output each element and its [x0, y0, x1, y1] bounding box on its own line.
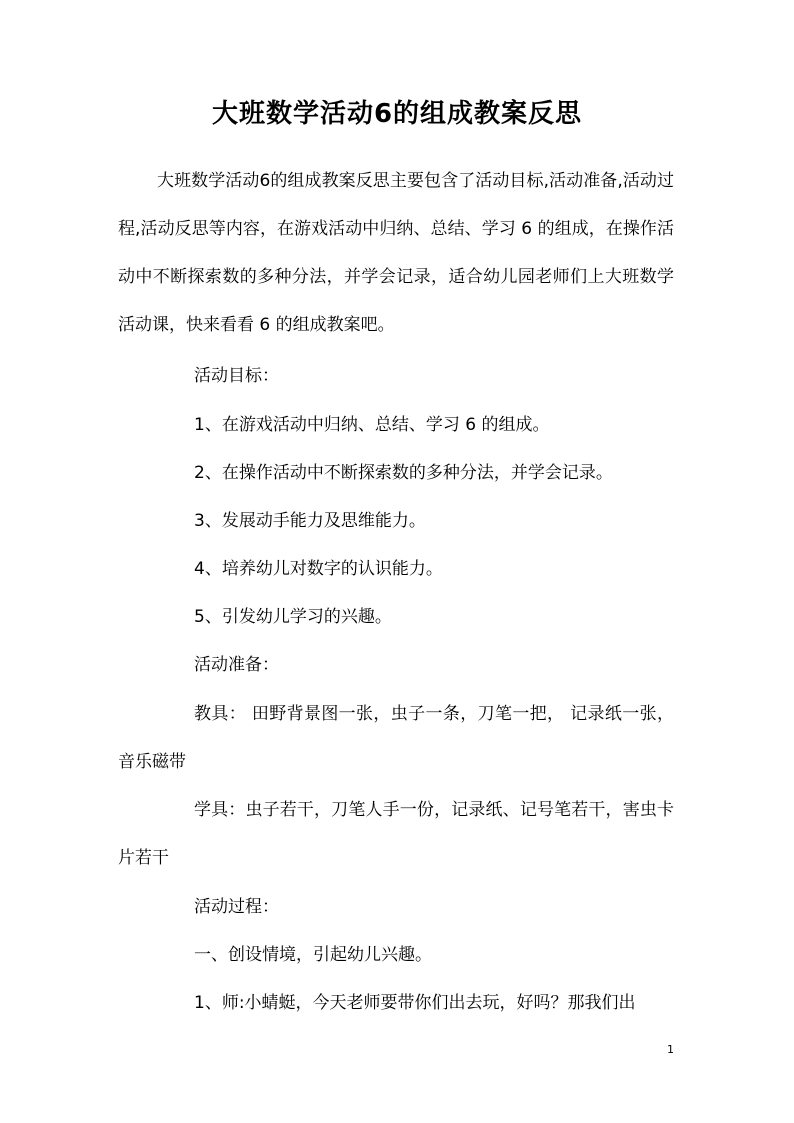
goals-heading: 活动目标： — [194, 366, 279, 386]
goal-item: 1、在游戏活动中归纳、总结、学习 6 的组成。 — [194, 415, 550, 435]
page-number: 1 — [667, 1043, 674, 1056]
process-heading: 活动过程： — [194, 897, 279, 917]
goal-item: 2、在操作活动中不断探索数的多种分法，并学会记录。 — [194, 463, 613, 483]
document-title: 大班数学活动6的组成教案反思 — [211, 99, 583, 129]
goal-item: 3、发展动手能力及思维能力。 — [194, 511, 426, 531]
goal-item: 4、培养幼儿对数字的认识能力。 — [194, 559, 443, 579]
prep-heading: 活动准备： — [194, 655, 279, 675]
intro-paragraph: 大班数学活动6的组成教案反思主要包含了活动目标,活动准备,活动过程,活动反思等内容，在游戏活动中归纳、总结、学习 6 的组成，在操作活动中不断探索数的多种分法，并学会记录，适合幼儿园老师们上大班数学活动课，快来看看 6 的组成教案吧。 — [118, 171, 674, 335]
step-one-item: 1、师:小蜻蜓，今天老师要带你们出去玩，好吗？那我们出 — [194, 993, 636, 1013]
teacher-tools-paragraph: 教具： 田野背景图一张，虫子一条，刀笔一把， 记录纸一张，音乐磁带 — [118, 704, 674, 772]
step-one-heading: 一、创设情境，引起幼儿兴趣。 — [194, 945, 432, 965]
student-tools-paragraph: 学具：虫子若干，刀笔人手一份，记录纸、记号笔若干，害虫卡片若干 — [118, 800, 674, 868]
goal-item: 5、引发幼儿学习的兴趣。 — [194, 607, 392, 627]
